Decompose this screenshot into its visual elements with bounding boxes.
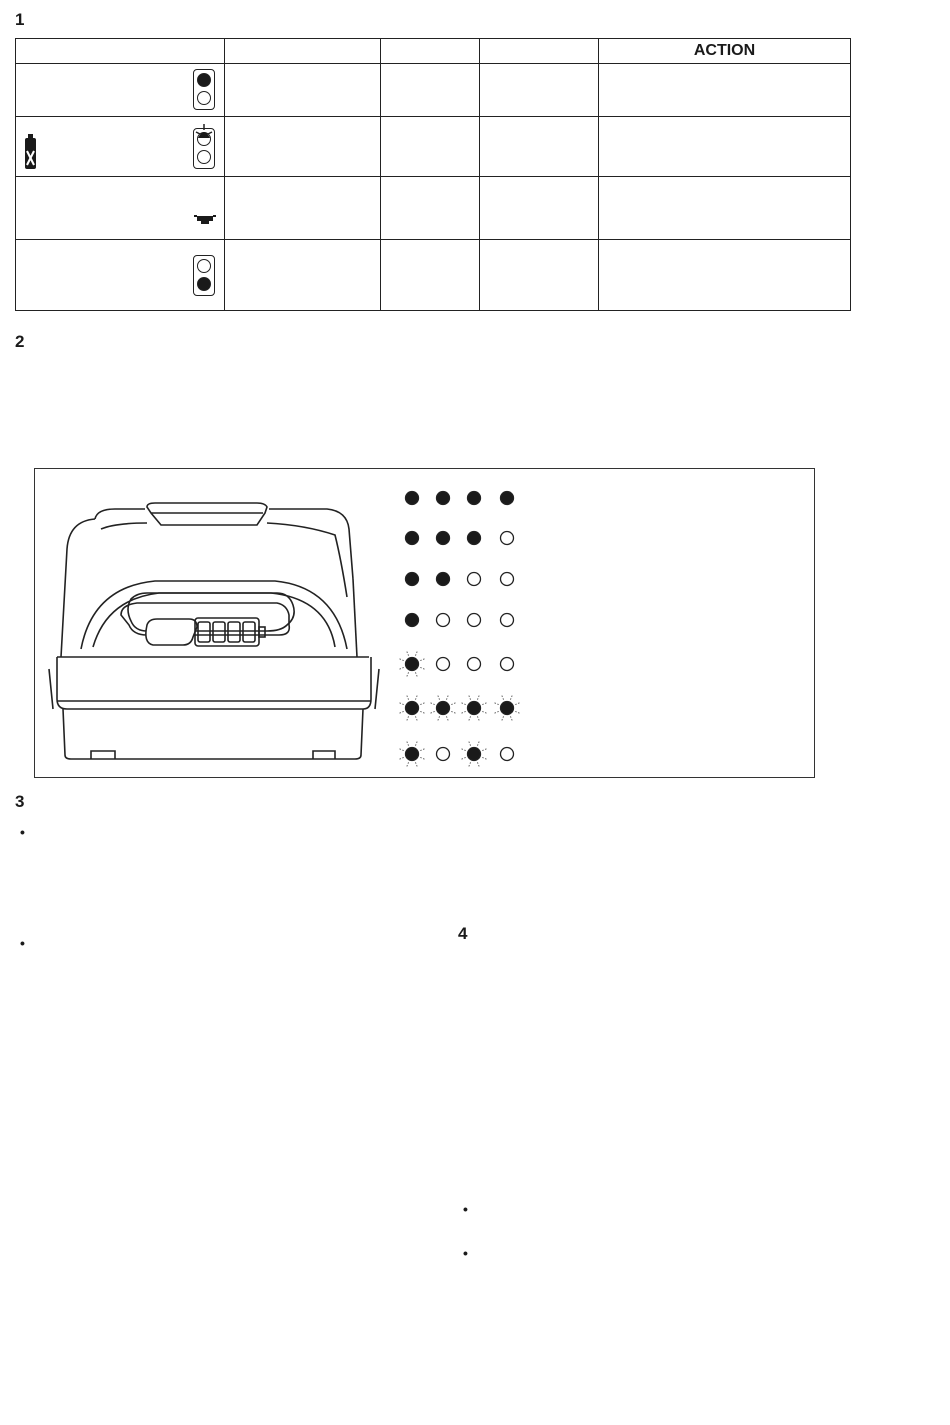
led-on-icon [197,73,211,87]
table-cell [599,240,851,311]
bullet: • [20,824,25,840]
led-blinking-icon [437,702,450,715]
bullet: • [463,1245,468,1261]
led-pattern-row [398,694,521,722]
table-cell [225,240,381,311]
led-on-icon [437,532,450,545]
led-on-icon [437,573,450,586]
led-off-icon [437,748,450,761]
led-blinking-icon [468,748,481,761]
table-cell [225,177,381,240]
led-on-icon [437,492,450,505]
led-pattern-row [406,532,514,545]
section-number-4: 4 [458,924,468,943]
section-number-2: 2 [15,332,25,351]
table-cell [480,64,599,117]
led-pattern-row [398,740,513,768]
led-off-icon [197,150,211,164]
led-off-icon [501,532,514,545]
led-off-icon [501,614,514,627]
section-number-3: 3 [15,792,25,811]
indicator-lamp-top-on-icon [193,69,215,110]
led-on-icon [501,492,514,505]
led-blinking-icon [406,702,419,715]
led-pattern-grid [35,469,816,779]
indicator-cell [16,64,225,117]
table-cell [225,117,381,177]
table-cell [480,117,599,177]
led-blinking-icon [406,748,419,761]
indicator-cell [16,117,225,177]
blink-rays-icon [195,124,213,144]
table-cell [381,177,480,240]
table-cell [480,177,599,240]
table-header-action: ACTION [599,39,851,64]
led-blinking-icon [406,658,419,671]
led-off-icon [197,259,211,273]
table-row [16,177,851,240]
table-row [16,117,851,177]
led-off-icon [501,748,514,761]
led-off-icon [468,614,481,627]
led-pattern-row [406,573,514,586]
table-cell [599,64,851,117]
led-blinking-icon [501,702,514,715]
led-on-icon [406,492,419,505]
led-off-icon [468,573,481,586]
led-on-icon [406,614,419,627]
led-off-icon [501,573,514,586]
charger-status-table [15,38,851,311]
table-cell [480,240,599,311]
led-off-icon [197,91,211,105]
table-cell [599,117,851,177]
led-blinking-icon [468,702,481,715]
led-pattern-row [398,650,513,678]
table-header-row [16,39,851,64]
section-number-1: 1 [15,10,25,29]
indicator-cell [16,240,225,311]
table-row [16,240,851,311]
led-pattern-row [406,492,514,505]
led-off-icon [501,658,514,671]
table-header-cell [16,39,225,64]
table-header-cell [225,39,381,64]
led-off-icon [468,658,481,671]
table-cell [225,64,381,117]
table-header-cell [480,39,599,64]
indicator-lamp-bottom-on-icon [193,255,215,296]
table-cell [381,64,480,117]
led-off-icon [437,658,450,671]
table-cell [381,240,480,311]
table-row [16,64,851,117]
table-cell [381,117,480,177]
led-pattern-row [406,614,514,627]
table-header-cell [381,39,480,64]
led-on-icon [468,492,481,505]
indicator-cell [16,177,225,240]
bullet: • [463,1201,468,1217]
led-on-icon [406,532,419,545]
table-cell [599,177,851,240]
charger-hot-icon [194,215,216,225]
led-on-icon [197,277,211,291]
charger-figure [34,468,815,778]
battery-faulty-icon [24,134,38,170]
led-on-icon [468,532,481,545]
led-off-icon [437,614,450,627]
led-on-icon [406,573,419,586]
bullet: • [20,935,25,951]
